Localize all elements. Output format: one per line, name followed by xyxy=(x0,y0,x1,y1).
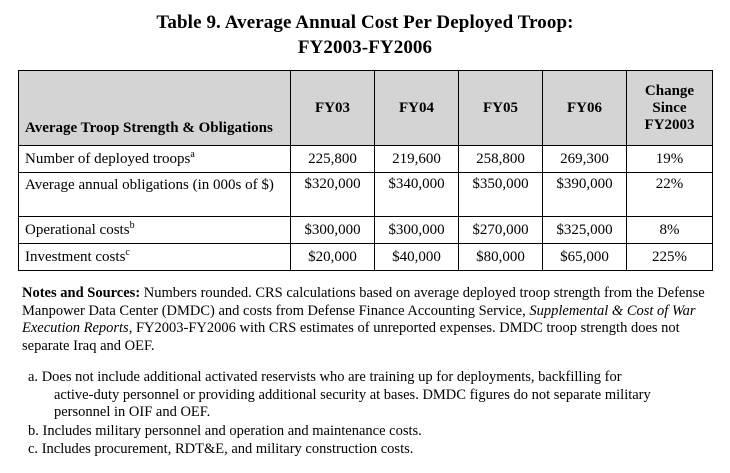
notes-part2: , FY2003-FY2006 with CRS estimates of unreported expenses. DMDC troop strength does not separate Iraq and OEF. xyxy=(22,320,680,354)
cell-fy05: $270,000 xyxy=(459,217,543,244)
footnote-b-text: Includes military personnel and operation and maintenance costs. xyxy=(42,422,422,439)
row-label-footnote-marker: c xyxy=(125,247,130,258)
notes-part1: Numbers rounded. CRS calculations based on average deployed troop strength from the Defense Manpower Data Center (DMDC) and costs from Defense Finance Accounting Service, xyxy=(22,285,705,319)
cell-change: 225% xyxy=(627,244,713,271)
notes-italic-title: Supplemental & Cost of War Execution Reports xyxy=(22,302,696,336)
column-header-fy05: FY05 xyxy=(459,71,543,146)
footnote-a xyxy=(28,369,708,422)
cell-change: 8% xyxy=(627,217,713,244)
footnote-c-text: Includes procurement, RDT&E, and military construction costs. xyxy=(41,441,414,457)
notes-heading: Notes and Sources: xyxy=(22,285,141,301)
cell-fy05: $350,000 xyxy=(459,173,543,217)
cell-fy06: 269,300 xyxy=(543,146,627,173)
row-label xyxy=(19,244,291,271)
table-header-row xyxy=(19,71,713,146)
footnote-c xyxy=(28,441,708,459)
row-label-footnote-marker: b xyxy=(129,220,135,231)
page-title-line1: Table 9. Average Annual Cost Per Deployed Troop: xyxy=(156,12,574,33)
cell-change: 22% xyxy=(627,173,713,217)
footnote-b-marker: b. xyxy=(28,422,39,439)
cell-fy04: $340,000 xyxy=(375,173,459,217)
row-label xyxy=(19,217,291,244)
cell-change: 19% xyxy=(627,146,713,173)
table-header xyxy=(19,71,713,146)
cell-fy06: $65,000 xyxy=(543,244,627,271)
column-header-fy06: FY06 xyxy=(543,71,627,146)
row-label xyxy=(19,146,291,173)
cell-fy04: 219,600 xyxy=(375,146,459,173)
column-header-fy03: FY03 xyxy=(291,71,375,146)
table-row xyxy=(19,244,713,271)
row-label xyxy=(19,173,291,217)
cell-fy06: $325,000 xyxy=(543,217,627,244)
cell-fy05: $80,000 xyxy=(459,244,543,271)
row-label-text: Average annual obligations (in 000s of $) xyxy=(25,177,274,193)
row-label-footnote-marker: a xyxy=(190,149,195,160)
cell-fy04: $300,000 xyxy=(375,217,459,244)
table-row xyxy=(19,173,713,217)
cell-fy03: 225,800 xyxy=(291,146,375,173)
cell-fy03: $300,000 xyxy=(291,217,375,244)
page-title xyxy=(18,10,712,60)
column-header-fy04: FY04 xyxy=(375,71,459,146)
footnote-c-marker: c. xyxy=(28,441,39,457)
row-label-text: Operational costs xyxy=(25,222,130,238)
footnote-b xyxy=(28,423,708,441)
cell-fy04: $40,000 xyxy=(375,244,459,271)
cell-fy05: 258,800 xyxy=(459,146,543,173)
column-header-row-label: Average Troop Strength & Obligations xyxy=(19,71,291,146)
footnotes xyxy=(28,369,708,459)
page-title-line2: FY2003-FY2006 xyxy=(297,37,433,58)
footnote-a-text: Does not include additional activated reservists who are training up for deployments, backfilling for xyxy=(41,369,622,385)
row-label-text: Number of deployed troops xyxy=(25,151,191,167)
cell-fy06: $390,000 xyxy=(543,173,627,217)
notes-and-sources xyxy=(22,285,708,355)
table-row xyxy=(19,146,713,173)
cost-table xyxy=(18,70,713,271)
column-header-change-since: Change Since FY2003 xyxy=(627,71,713,146)
table-row xyxy=(19,217,713,244)
footnote-a-marker: a. xyxy=(28,369,39,385)
row-label-text: Investment costs xyxy=(25,249,126,265)
footnote-a-continuation: active-duty personnel or providing additional security at bases. DMDC figures do not separate military personnel in OIF and OEF. xyxy=(54,386,651,420)
cell-fy03: $320,000 xyxy=(291,173,375,217)
cell-fy03: $20,000 xyxy=(291,244,375,271)
table-body xyxy=(19,146,713,271)
